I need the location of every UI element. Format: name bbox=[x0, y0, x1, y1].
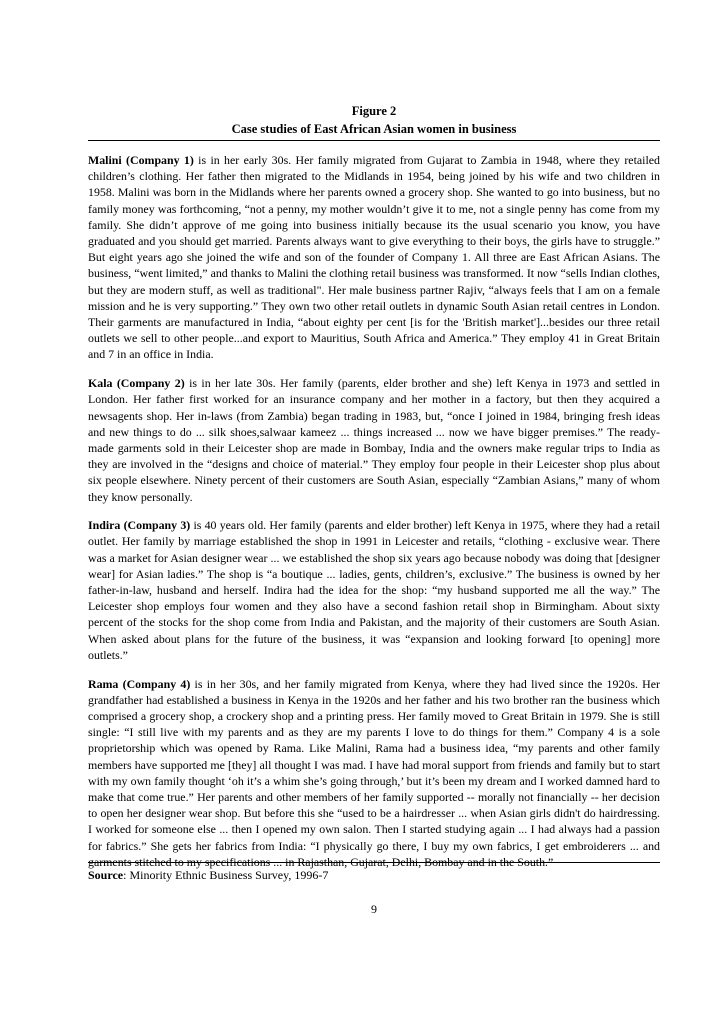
figure-title: Case studies of East African Asian women in business bbox=[231, 122, 517, 136]
case-study-text: is in her 30s, and her family migrated from Kenya, where they had lived since the 1920s. Her grandfather had established a business in Kenya in the 1920s and her father and his two brother ran the business which comprised a grocery shop, a crockery shop and a printing press. Her family moved to Great Britain in 1979. She is still single: “I still live with my parents and as they are my parents I love to do things for them.” Company 4 is a sole proprietorship which was opened by Rama. Like Malini, Rama had a business idea, “my parents and other family members have supported me [they] all thought I was mad. I have had moral support from friends and family but to start with my own family thought ‘oh it’s a whim she’s going through,’ but it’s been my dream and I worked damned hard to make that come true.” Her parents and other members of her family supported -- morally not financially -- her decision to open her designer wear shop. But before this she “used to be a hairdresser ... when Asian girls didn't do hairdressing. I worked for someone else ... then I opened my own salon. Then I started studying again ... I had always had a passion for fabrics.” She gets her fabrics from India: “I physically go there, I buy my own fabrics, I get embroiderers ... and garments stitched to my specifications ... in Rajasthan, Gujarat, Delhi, Bombay and in the South.” bbox=[88, 676, 660, 869]
source-text: : Minority Ethnic Business Survey, 1996-7 bbox=[123, 868, 329, 882]
figure-label: Figure 2 bbox=[351, 104, 397, 118]
bottom-rule bbox=[88, 862, 660, 863]
case-study-malini bbox=[88, 152, 660, 363]
case-study-text: is in her early 30s. Her family migrated from Gujarat to Zambia in 1948, where they retailed children’s clothing. Her father then migrated to the Midlands in 1954, being joined by his wife and two children in 1958. Malini was born in the Midlands where her parents owned a grocery shop. She wanted to go into business, but no family money was forthcoming, “not a penny, my mother wouldn’t give it to me, not a single penny has come from my family. She didn’t approve of me going into business initially because its the usual scenario you know, you have graduated and you should get married. Parents always want to give everything to their boys, the girls have to struggle.” But eight years ago she joined the wife and son of the founder of Company 1. All three are East African Asians. The business, “went limited,” and thanks to Malini the clothing retail business was transformed. It now “sells Indian clothes, but they are modern stuff, as well as traditional". Her male business partner Rajiv, “always feels that I am on a female mission and he is very supporting.” They own two other retail outlets in dynamic South Asian retail centres in London. Their garments are manufactured in India, “about eighty per cent [is for the 'British market']...besides our three retail outlets we sell to other people...and export to Mauritius, South Africa and America.” They employ 41 in Great Britain and 7 in an office in India. bbox=[88, 153, 660, 362]
case-study-name: Kala (Company 2) bbox=[88, 376, 185, 391]
case-study-rama bbox=[88, 676, 660, 870]
case-studies-body bbox=[88, 152, 660, 870]
case-study-name: Indira (Company 3) bbox=[88, 518, 191, 533]
source-label: Source bbox=[88, 868, 124, 882]
case-study-kala bbox=[88, 375, 660, 505]
case-study-text: is 40 years old. Her family (parents and elder brother) left Kenya in 1975, where they had a retail outlet. Her family by marriage established the shop in 1991 in Leicester and retails, “clothing - exclusive wear. There was a market for Asian designer wear ... we established the shop six years ago because nobody was doing that [designer wear] for Asian ladies.” The shop is “a boutique ... ladies, gents, children’s, exclusive.” The business is owned by her father-in-law, husband and herself. Indira had the idea for the shop: “my husband supported me all the way.” The Leicester shop employs four women and they also have a second fashion retail shop in Birmingham. About sixty percent of the stocks for the shop come from India and Pakistan, and the majority of their customers are South Asian. When asked about plans for the future of the business, it was “expansion and looking forward [to opening] more outlets.” bbox=[88, 518, 661, 662]
case-study-indira bbox=[88, 517, 660, 663]
case-study-name: Rama (Company 4) bbox=[88, 676, 191, 691]
case-study-text: is in her late 30s. Her family (parents, elder brother and she) left Kenya in 1973 and settled in London. Her father first worked for an insurance company and her mother in a factory, but then they acquired a newsagents shop. Her in-laws (from Zambia) began trading in 1983, but, “once I joined in 1984, bringing fresh ideas and new things to do ... silk shoes,salwaar kameez ... things increased ... now we have bigger premises.” The ready-made garments sold in their Leicester shop are made in Bombay, India and the owners make regular trips to India as they are involved in the “designs and choice of material.” They employ four people in their Leicester shop plus about six people elsewhere. Ninety percent of their customers are South Asian, especially “Zambian Asians,” many of whom they know personally. bbox=[88, 376, 660, 504]
page-number: 9 bbox=[371, 902, 377, 916]
case-study-name: Malini (Company 1) bbox=[88, 153, 194, 167]
top-rule bbox=[88, 140, 660, 141]
source-note bbox=[88, 868, 328, 883]
